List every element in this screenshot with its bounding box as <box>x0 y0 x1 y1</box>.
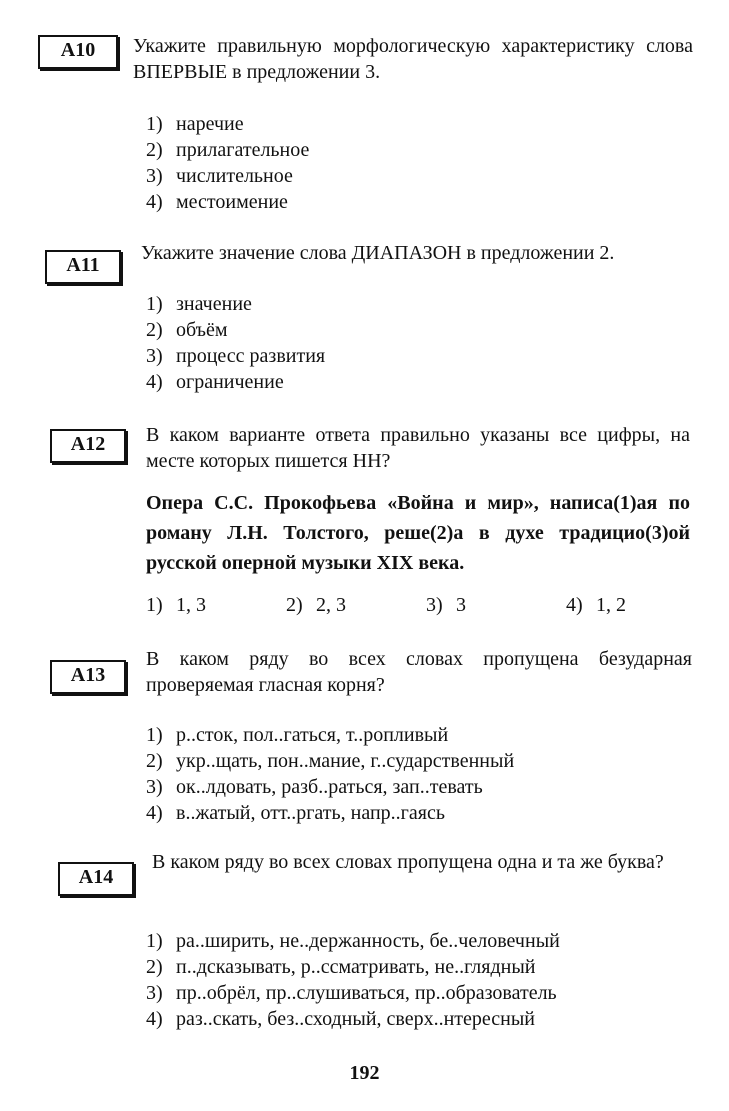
answer-option: 4) 1, 2 <box>566 594 626 616</box>
answer-option: 1) значение <box>146 293 252 315</box>
question-text: В каком варианте ответа правильно указаны все цифры, на месте которых пишется НН? <box>146 424 690 472</box>
question-text: В каком ряду во всех словах пропущена безударная проверяемая гласная корня? <box>146 648 692 696</box>
answer-option: 3) пр..обрёл, пр..слушиваться, пр..образователь <box>146 982 557 1004</box>
answer-option: 2) объём <box>146 319 228 341</box>
answer-options <box>146 928 560 1032</box>
answer-options <box>146 722 514 826</box>
answer-options <box>146 592 706 618</box>
question-text: Укажите правильную морфологическую характеристику слова ВПЕРВЫЕ в предложении 3. <box>133 35 693 83</box>
answer-option: 4) раз..скать, без..сходный, сверх..нтересный <box>146 1008 536 1030</box>
answer-option: 1) 1, 3 <box>146 594 206 616</box>
answer-option: 1) ра..ширить, не..держанность, бе..человечный <box>146 930 560 952</box>
question-number-badge: A12 <box>50 429 126 463</box>
question-text: В каком ряду во всех словах пропущена одна и та же буква? <box>152 851 664 873</box>
answer-option: 2) п..дсказывать, р..ссматривать, не..глядный <box>146 956 536 978</box>
page-number: 192 <box>349 1062 380 1084</box>
answer-option: 3) ок..лдовать, разб..раться, зап..тевать <box>146 776 483 798</box>
answer-option: 2) 2, 3 <box>286 594 346 616</box>
answer-option: 4) в..жатый, отт..ргать, напр..гаясь <box>146 802 445 824</box>
answer-option: 2) укр..щать, пон..мание, г..сударственный <box>146 750 515 772</box>
answer-option: 3) числительное <box>146 165 293 187</box>
answer-option: 3) 3 <box>426 594 466 616</box>
question-text: Укажите значение слова ДИАПАЗОН в предложении 2. <box>141 242 615 264</box>
answer-options <box>146 111 309 215</box>
question-number-badge: A14 <box>58 862 134 896</box>
question-number-badge: A13 <box>50 660 126 694</box>
answer-option: 2) прилагательное <box>146 139 310 161</box>
answer-option: 4) ограничение <box>146 371 284 393</box>
question-number-badge: A10 <box>38 35 118 69</box>
question-number-badge: A11 <box>45 250 121 284</box>
answer-option: 1) р..сток, пол..гаться, т..ропливый <box>146 724 449 746</box>
answer-option: 1) наречие <box>146 113 244 135</box>
answer-option: 4) местоимение <box>146 191 288 213</box>
passage-text: Опера С.С. Прокофьева «Война и мир», написа(1)ая по роману Л.Н. Толстого, реше(2)а в духе традицио(3)ой русской оперной музыки XIX века. <box>146 492 690 574</box>
answer-option: 3) процесс развития <box>146 345 326 367</box>
answer-options <box>146 291 325 395</box>
